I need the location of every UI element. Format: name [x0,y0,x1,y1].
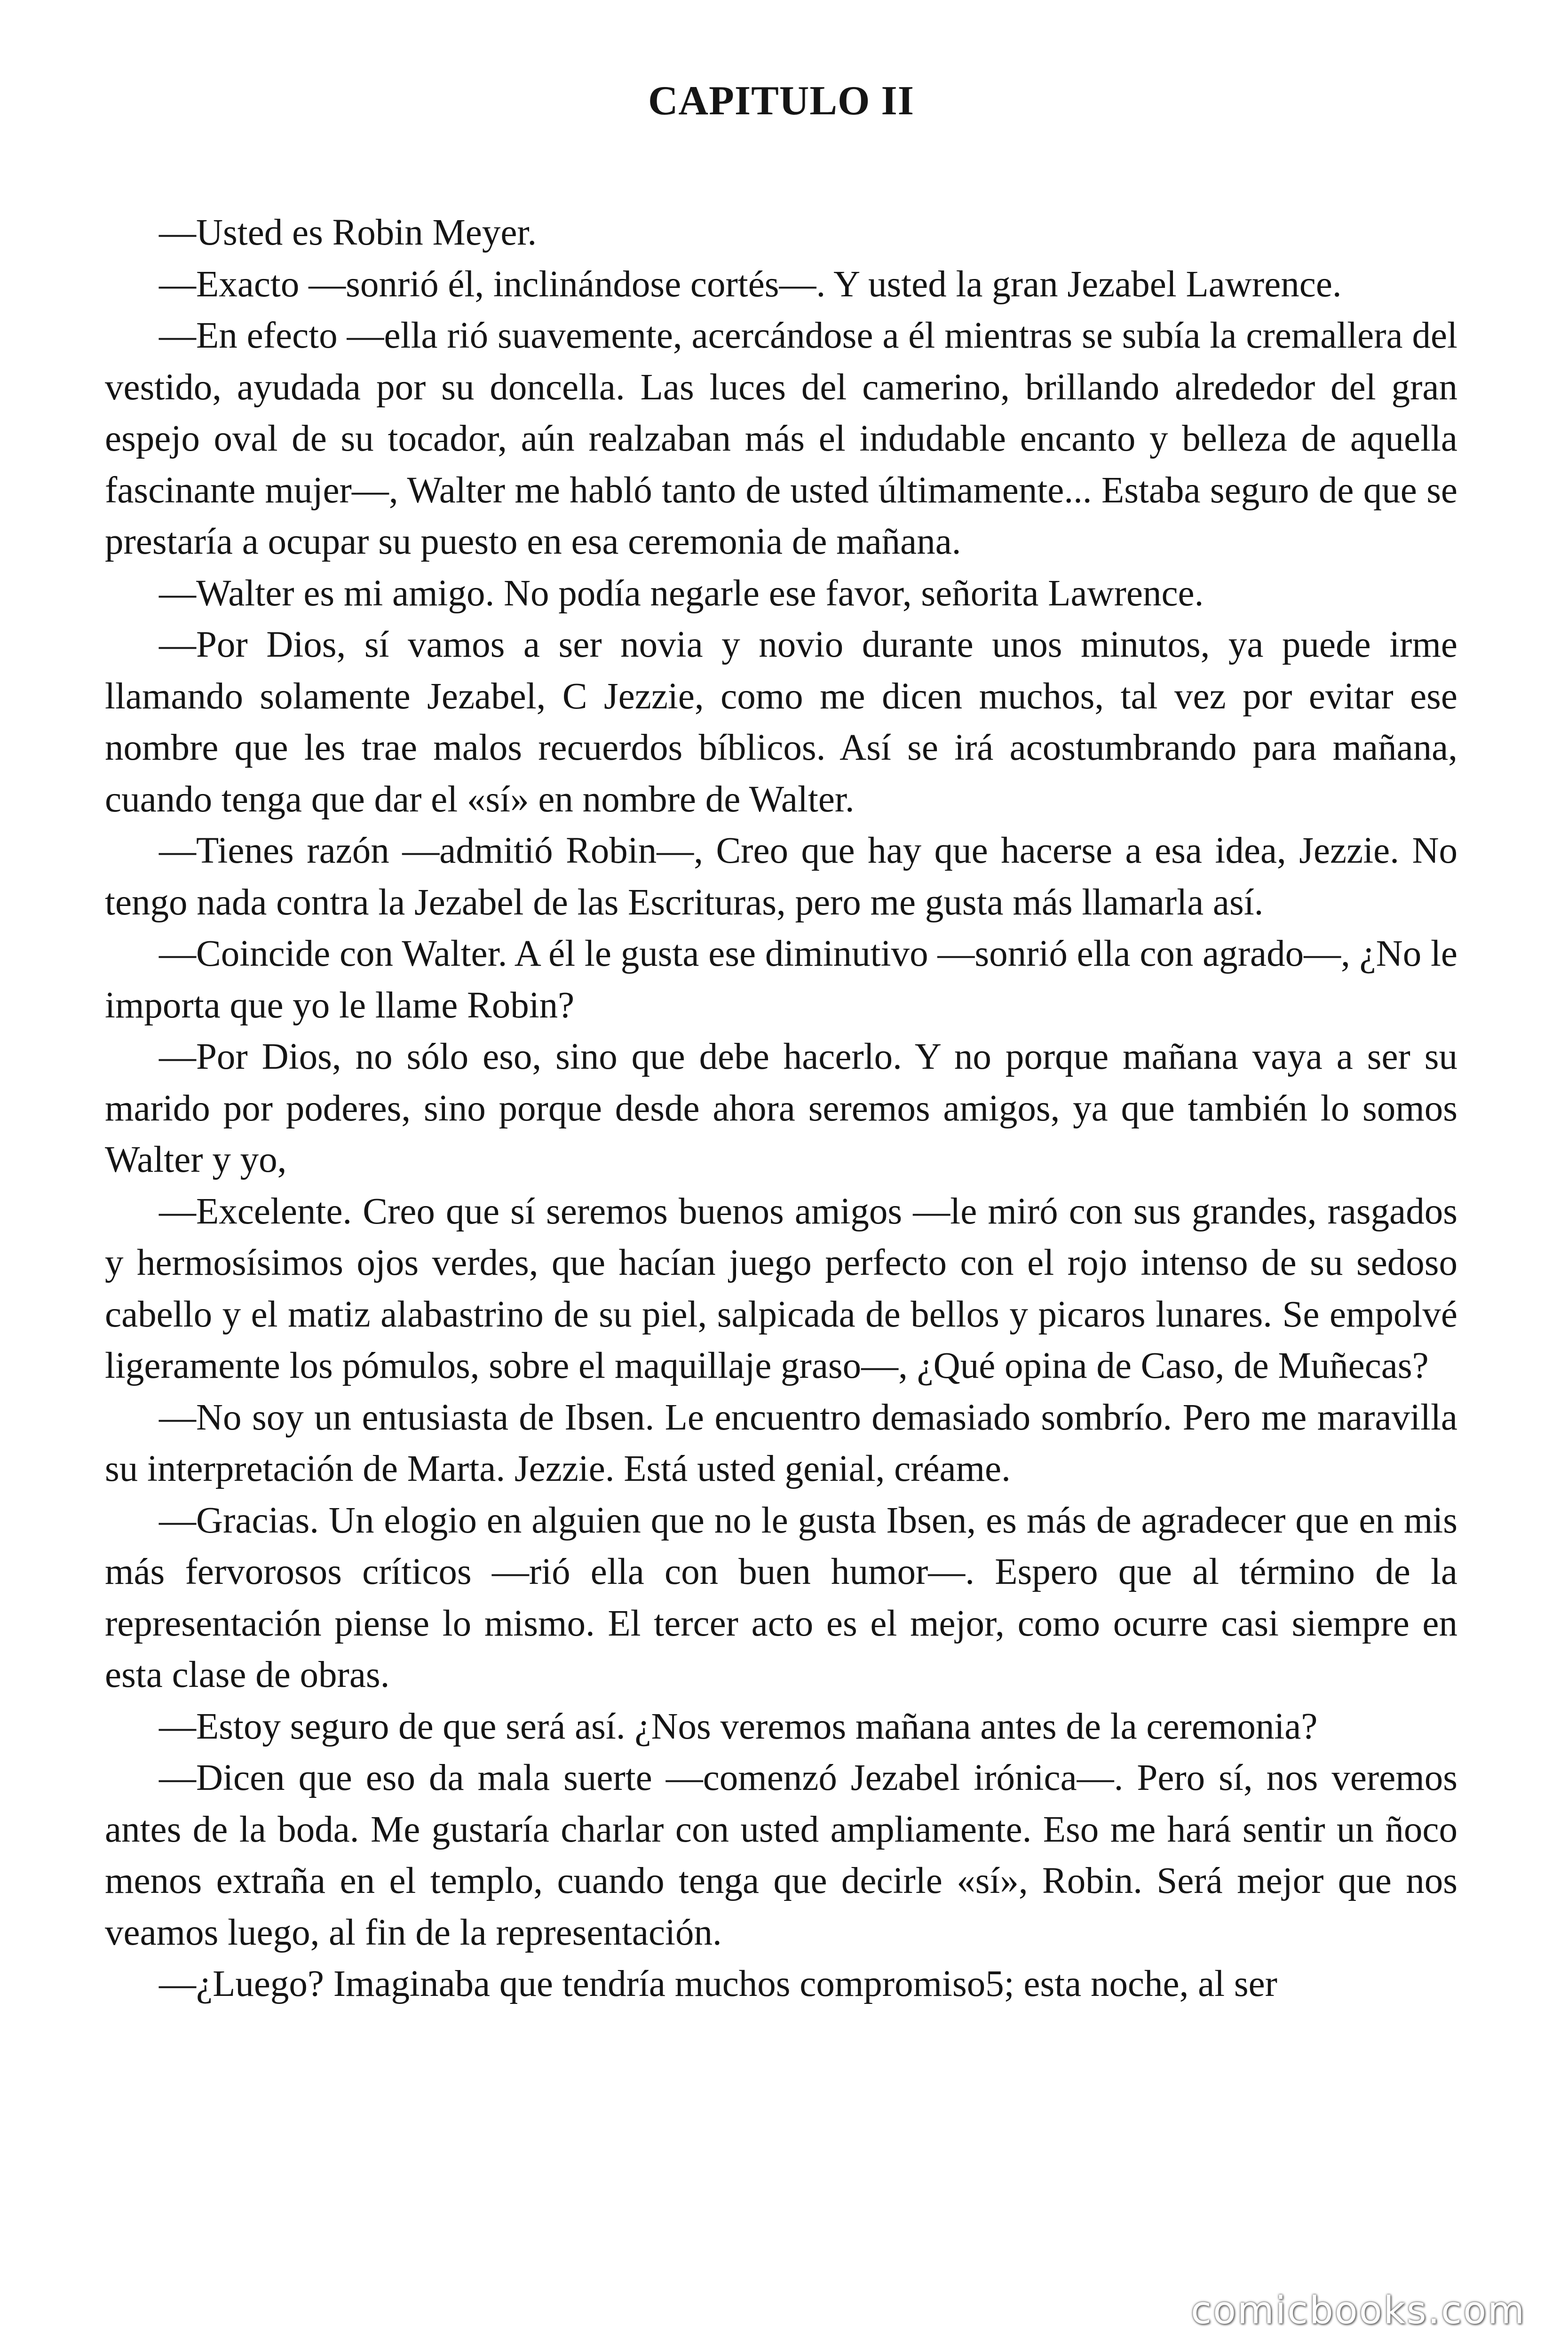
paragraph: —Dicen que eso da mala suerte —comenzó Jezabel irónica—. Pero sí, nos veremos antes de la boda. Me gustaría charlar con usted ampliamente. Eso me hará sentir un ñoco menos extraña en el templo, cuando tenga que decirle «sí», Robin. Será mejor que nos veamos luego, al fin de la representación. [105,1757,1457,1953]
paragraph-truncated: —¿Luego? Imaginaba que tendría muchos compromiso5; esta noche, al ser [159,1963,1277,2004]
paragraph: —Tienes razón —admitió Robin—, Creo que hay que hacerse a esa idea, Jezzie. No tengo nada contra la Jezabel de las Escrituras, pero me gusta más llamarla así. [105,830,1457,923]
paragraph: —Por Dios, sí vamos a ser novia y novio durante unos minutos, ya puede irme llamando solamente Jezabel, C Jezzie, como me dicen muchos, tal vez por evitar ese nombre que les trae malos recuerdos bíblicos. Así se irá acostumbrando para mañana, cuando tenga que dar el «sí» en nombre de Walter. [105,624,1457,820]
paragraph: —En efecto —ella rió suavemente, acercándose a él mientras se subía la cremallera del vestido, ayudada por su doncella. Las luces del camerino, brillando alrededor del gran espejo oval de su tocador, aún realzaban más el indudable encanto y belleza de aquella fascinante mujer—, Walter me habló tanto de usted últimamente... Estaba seguro de que se prestaría a ocupar su puesto en esa ceremonia de mañana. [105,315,1457,562]
paragraph: —Walter es mi amigo. No podía negarle ese favor, señorita Lawrence. [159,572,1204,614]
site-watermark: comicbooks.com [1190,2288,1526,2332]
paragraph: —Coincide con Walter. A él le gusta ese diminutivo —sonrió ella con agrado—, ¿No le importa que yo le llame Robin? [105,933,1457,1026]
paragraph: —Exacto —sonrió él, inclinándose cortés—. Y usted la gran Jezabel Lawrence. [159,263,1342,305]
paragraph: —Estoy seguro de que será así. ¿Nos veremos mañana antes de la ceremonia? [159,1706,1318,1747]
paragraph: —No soy un entusiasta de Ibsen. Le encuentro demasiado sombrío. Pero me maravilla su interpretación de Marta. Jezzie. Está usted genial, créame. [105,1397,1457,1489]
paragraph: —Excelente. Creo que sí seremos buenos amigos —le miró con sus grandes, rasgados y hermosísimos ojos verdes, que hacían juego perfecto con el rojo intenso de su sedoso cabello y el matiz alabastrino de su piel, salpicada de bellos y picaros lunares. Se empolvé ligeramente los pómulos, sobre el maquillaje graso—, ¿Qué opina de Caso, de Muñecas? [105,1191,1457,1386]
paragraph: —Gracias. Un elogio en alguien que no le gusta Ibsen, es más de agradecer que en mis más fervorosos críticos —rió ella con buen humor—. Espero que al término de la representación piense lo mismo. El tercer acto es el mejor, como ocurre casi siempre en esta clase de obras. [105,1500,1457,1695]
paragraph: —Por Dios, no sólo eso, sino que debe hacerlo. Y no porque mañana vaya a ser su marido por poderes, sino porque desde ahora seremos amigos, ya que también lo somos Walter y yo, [105,1036,1457,1180]
chapter-body [105,207,1457,2010]
chapter-title: CAPITULO II [648,78,914,124]
paragraph: —Usted es Robin Meyer. [159,212,537,253]
